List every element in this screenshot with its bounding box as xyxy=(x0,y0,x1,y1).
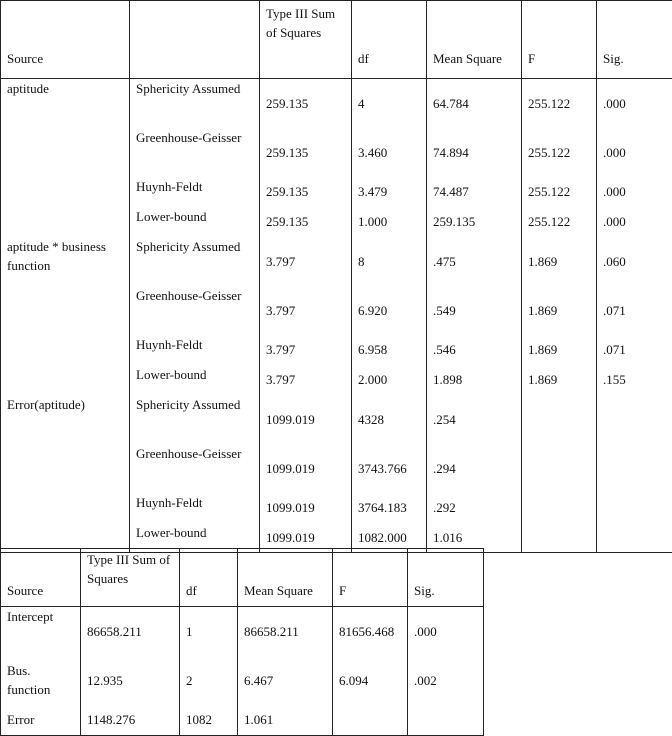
table-row xyxy=(1,286,672,335)
row-sig: .060 xyxy=(597,237,672,286)
table-row xyxy=(1,177,672,207)
row-ss: 259.135 xyxy=(260,128,352,177)
row-f xyxy=(522,493,597,523)
row-ss: 86658.211 xyxy=(81,607,180,656)
table-row xyxy=(1,207,672,237)
row-correction: Sphericity Assumed xyxy=(130,237,260,286)
row-ss: 1099.019 xyxy=(260,444,352,493)
row-ms: .292 xyxy=(427,493,522,523)
row-ss: 3.797 xyxy=(260,365,352,395)
row-f: 81656.468 xyxy=(333,607,408,656)
header-blank xyxy=(130,1,260,79)
row-source xyxy=(1,444,130,493)
table-row xyxy=(1,237,672,286)
table-row xyxy=(1,79,672,128)
row-ms: 259.135 xyxy=(427,207,522,237)
row-df: 4328 xyxy=(352,395,427,444)
row-f: 255.122 xyxy=(522,79,597,128)
row-ss: 1148.276 xyxy=(81,705,180,736)
row-ms: 1.898 xyxy=(427,365,522,395)
row-sig xyxy=(597,523,672,553)
row-ss: 12.935 xyxy=(81,656,180,705)
row-correction: Sphericity Assumed xyxy=(130,395,260,444)
table-row xyxy=(1,128,672,177)
row-source: Intercept xyxy=(1,607,81,656)
header-df: df xyxy=(352,1,427,79)
row-sig: .002 xyxy=(408,656,484,705)
row-source xyxy=(1,177,130,207)
row-ms: .254 xyxy=(427,395,522,444)
header-df: df xyxy=(180,549,238,607)
row-df: 4 xyxy=(352,79,427,128)
row-ms: .475 xyxy=(427,237,522,286)
table-row xyxy=(1,705,484,736)
row-ms: 74.894 xyxy=(427,128,522,177)
row-correction: Lower-bound xyxy=(130,523,260,553)
row-f: 255.122 xyxy=(522,128,597,177)
table-row xyxy=(1,656,484,705)
row-correction: Lower-bound xyxy=(130,365,260,395)
row-sig: .071 xyxy=(597,335,672,365)
row-ms: .294 xyxy=(427,444,522,493)
row-correction: Sphericity Assumed xyxy=(130,79,260,128)
row-df: 2.000 xyxy=(352,365,427,395)
table-row xyxy=(1,607,484,656)
row-ms: 74.487 xyxy=(427,177,522,207)
row-ms: 1.061 xyxy=(238,705,333,736)
row-correction: Huynh-Feldt xyxy=(130,177,260,207)
header-mean-square: Mean Square xyxy=(238,549,333,607)
row-sig: .000 xyxy=(408,607,484,656)
header-f: F xyxy=(522,1,597,79)
row-ss: 1099.019 xyxy=(260,493,352,523)
row-correction: Greenhouse-Geisser xyxy=(130,286,260,335)
row-source: aptitude * business function xyxy=(1,237,130,286)
row-sig: .000 xyxy=(597,128,672,177)
row-sig xyxy=(597,395,672,444)
row-sig xyxy=(408,705,484,736)
header-source: Source xyxy=(1,549,81,607)
header-sum-of-squares: Type III Sum of Squares xyxy=(260,1,352,79)
header-sig: Sig. xyxy=(408,549,484,607)
header-mean-square: Mean Square xyxy=(427,1,522,79)
table-row xyxy=(1,395,672,444)
row-ms: 64.784 xyxy=(427,79,522,128)
row-f: 255.122 xyxy=(522,177,597,207)
row-df: 1082 xyxy=(180,705,238,736)
row-f xyxy=(522,395,597,444)
row-source xyxy=(1,207,130,237)
between-subjects-effects-table xyxy=(0,548,484,736)
row-f: 1.869 xyxy=(522,335,597,365)
row-sig: .000 xyxy=(597,207,672,237)
table-row xyxy=(1,365,672,395)
header-sum-of-squares: Type III Sum of Squares xyxy=(81,549,180,607)
row-df: 1.000 xyxy=(352,207,427,237)
row-correction: Greenhouse-Geisser xyxy=(130,128,260,177)
row-f xyxy=(522,444,597,493)
row-f: 1.869 xyxy=(522,365,597,395)
row-df: 1 xyxy=(180,607,238,656)
table-row xyxy=(1,493,672,523)
row-df: 2 xyxy=(180,656,238,705)
row-correction: Greenhouse-Geisser xyxy=(130,444,260,493)
row-sig xyxy=(597,444,672,493)
row-df: 3764.183 xyxy=(352,493,427,523)
row-f: 1.869 xyxy=(522,286,597,335)
row-correction: Huynh-Feldt xyxy=(130,335,260,365)
row-source xyxy=(1,128,130,177)
row-ms: 1.016 xyxy=(427,523,522,553)
row-source xyxy=(1,493,130,523)
row-sig: .000 xyxy=(597,177,672,207)
row-f: 6.094 xyxy=(333,656,408,705)
table-row xyxy=(1,444,672,493)
table-row xyxy=(1,335,672,365)
row-source xyxy=(1,365,130,395)
row-df: 1082.000 xyxy=(352,523,427,553)
row-sig: .000 xyxy=(597,79,672,128)
row-ss: 259.135 xyxy=(260,177,352,207)
row-ss: 3.797 xyxy=(260,335,352,365)
row-f: 255.122 xyxy=(522,207,597,237)
header-f: F xyxy=(333,549,408,607)
row-ss: 1099.019 xyxy=(260,395,352,444)
row-correction: Lower-bound xyxy=(130,207,260,237)
row-source: aptitude xyxy=(1,79,130,128)
row-f xyxy=(522,523,597,553)
row-ss: 3.797 xyxy=(260,286,352,335)
row-sig: .155 xyxy=(597,365,672,395)
row-ss: 1099.019 xyxy=(260,523,352,553)
row-df: 6.958 xyxy=(352,335,427,365)
row-source: Error(aptitude) xyxy=(1,395,130,444)
row-df: 8 xyxy=(352,237,427,286)
row-f: 1.869 xyxy=(522,237,597,286)
row-ms: .549 xyxy=(427,286,522,335)
row-source: Bus. function xyxy=(1,656,81,705)
row-df: 3743.766 xyxy=(352,444,427,493)
row-sig: .071 xyxy=(597,286,672,335)
row-ms: 6.467 xyxy=(238,656,333,705)
row-f xyxy=(333,705,408,736)
row-ss: 259.135 xyxy=(260,79,352,128)
row-df: 3.460 xyxy=(352,128,427,177)
row-source: Error xyxy=(1,705,81,736)
row-ss: 259.135 xyxy=(260,207,352,237)
row-ms: 86658.211 xyxy=(238,607,333,656)
row-source xyxy=(1,286,130,335)
row-df: 3.479 xyxy=(352,177,427,207)
header-row xyxy=(1,549,484,607)
header-sig: Sig. xyxy=(597,1,672,79)
row-source xyxy=(1,335,130,365)
header-source: Source xyxy=(1,1,130,79)
row-ms: .546 xyxy=(427,335,522,365)
header-row xyxy=(1,1,672,79)
row-df: 6.920 xyxy=(352,286,427,335)
row-sig xyxy=(597,493,672,523)
row-ss: 3.797 xyxy=(260,237,352,286)
row-correction: Huynh-Feldt xyxy=(130,493,260,523)
